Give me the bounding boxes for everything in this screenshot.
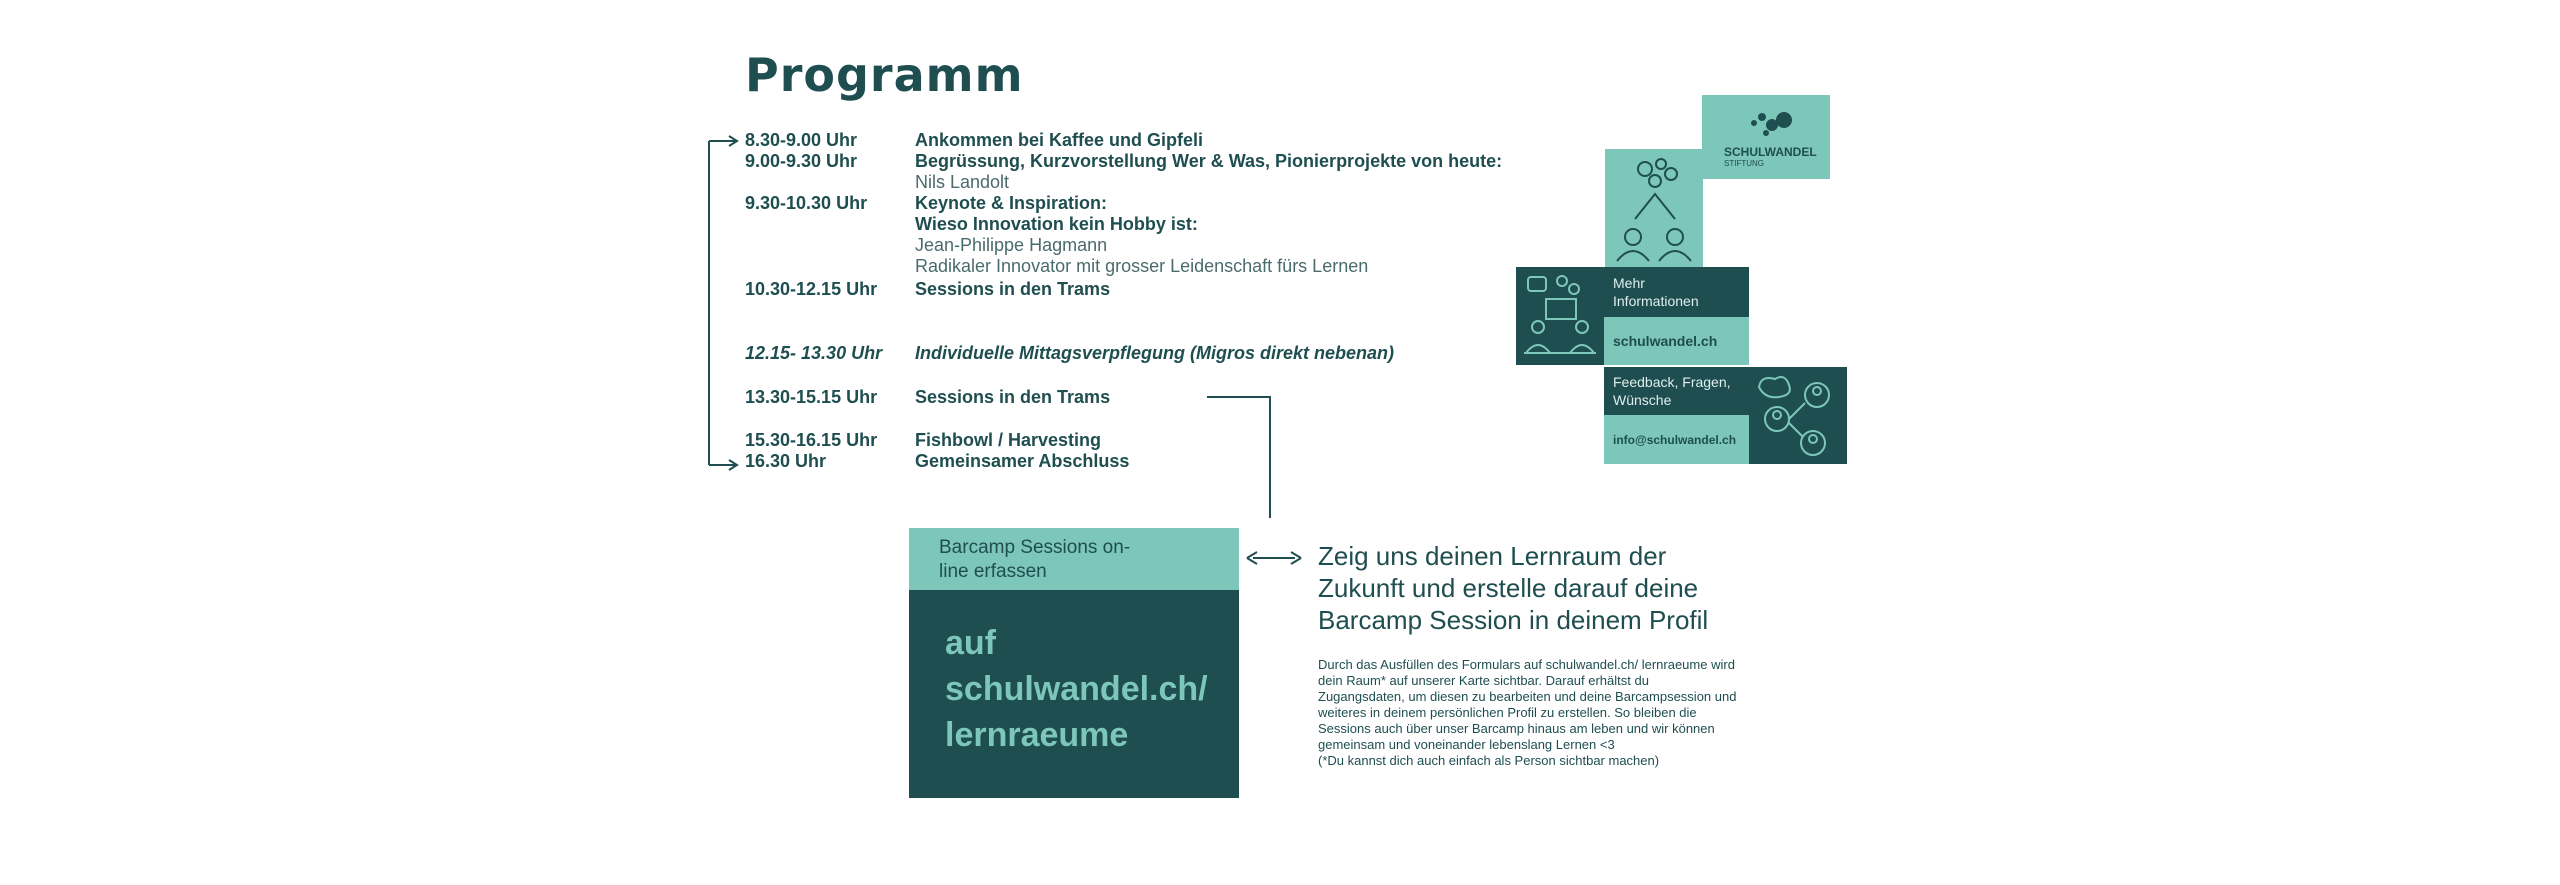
schedule-item-title: Ankommen bei Kaffee und Gipfeli — [915, 130, 1204, 150]
info-link-tile[interactable] — [1604, 317, 1749, 365]
schedule-time: 9.00-9.30 Uhr — [745, 151, 858, 171]
schedule-item — [915, 343, 1394, 364]
schedule-item — [915, 279, 1110, 300]
schedule-item — [915, 387, 1110, 408]
lernraum-footnote: (*Du kannst dich auch einfach als Person sichtbar machen) — [1318, 753, 1660, 768]
schedule-item-speaker: Jean-Philippe Hagmann — [915, 235, 1108, 255]
lernraum-description: Durch das Ausfüllen des Formulars auf schulwandel.ch/ lernraeume wird dein Raum* auf unserer Karte sichtbar. Darauf erhältst du Zugangsdaten, um diesen zu bearbeiten und deine Barcampsession und weiteres in deinem persönlichen Profil zu erstellen. So bleiben die Sessions auch über unser Barcamp hinaus am leben und wir können gemeinsam und voneinander lebenslang Lernen <3 — [1318, 657, 1737, 752]
logo-tile — [1702, 95, 1830, 179]
community-tile — [1605, 149, 1703, 267]
schedule-item-title: Fishbowl / Harvesting — [915, 430, 1102, 450]
schedule-item-title: Keynote & Inspiration: — [915, 193, 1108, 213]
logo-subtext: STIFTUNG — [1724, 159, 1764, 168]
timeline-bracket-icon — [695, 135, 745, 475]
schedule-item-title: Sessions in den Trams — [915, 279, 1111, 299]
lernraum-headline: Zeig uns deinen Lernraum der Zukunft und erstelle darauf deine Barcamp Session in deinem Profil — [1318, 541, 1709, 635]
page-title: Programm — [745, 48, 1024, 102]
feedback-label-tile — [1604, 367, 1749, 415]
network-icon-tile — [1749, 367, 1847, 464]
logo-text: SCHULWANDEL — [1724, 145, 1817, 159]
info-link[interactable]: schulwandel.ch — [1613, 333, 1718, 349]
schedule-item-title: Sessions in den Trams — [915, 387, 1111, 407]
barcamp-link-box[interactable] — [909, 590, 1239, 798]
barcamp-header-text: Barcamp Sessions on-line erfassen — [939, 537, 1131, 582]
schedule-time: 12.15- 13.30 Uhr — [745, 343, 883, 363]
schedule-item — [915, 193, 1368, 277]
schedule-time: 13.30-15.15 Uhr — [745, 387, 878, 407]
schedule-item-description: Radikaler Innovator mit grosser Leidenschaft fürs Lernen — [915, 256, 1369, 276]
barcamp-link-text[interactable]: auf schulwandel.ch/ lernraeume — [945, 624, 1208, 754]
schedule-item-title: Individuelle Mittagsverpflegung (Migros direkt nebenan) — [915, 343, 1395, 363]
info-label-tile — [1604, 267, 1749, 317]
schedule-time: 9.30-10.30 Uhr — [745, 193, 868, 213]
schedule-item-title: Begrüssung, Kurzvorstellung Wer & Was, Pionierprojekte von heute: — [915, 151, 1503, 171]
feedback-label: Feedback, Fragen, Wünsche — [1613, 374, 1731, 408]
schedule-time: 15.30-16.15 Uhr — [745, 430, 878, 450]
barcamp-header — [909, 528, 1239, 590]
schedule-item — [915, 430, 1101, 451]
schedule-item — [915, 451, 1129, 472]
info-icon-tile — [1516, 267, 1604, 365]
schedule-item-speaker: Nils Landolt — [915, 172, 1010, 192]
schedule-time: 16.30 Uhr — [745, 451, 827, 471]
network-people-icon — [1749, 367, 1847, 464]
schedule-item — [915, 151, 1502, 193]
lernraum-paragraph — [1318, 657, 1738, 769]
schedule-item-title: Gemeinsamer Abschluss — [915, 451, 1130, 471]
feedback-email-tile[interactable] — [1604, 415, 1749, 464]
feedback-email[interactable]: info@schulwandel.ch — [1613, 433, 1737, 447]
schedule-item — [915, 130, 1203, 151]
schedule-time: 8.30-9.00 Uhr — [745, 130, 858, 150]
people-bubbles-icon — [1605, 149, 1703, 267]
discussion-icon — [1516, 267, 1604, 365]
schedule-time: 10.30-12.15 Uhr — [745, 279, 878, 299]
schedule-item-subtitle: Wieso Innovation kein Hobby ist: — [915, 214, 1198, 234]
info-label: Mehr Informationen — [1613, 275, 1699, 309]
schulwandel-logo-icon — [1702, 95, 1830, 179]
